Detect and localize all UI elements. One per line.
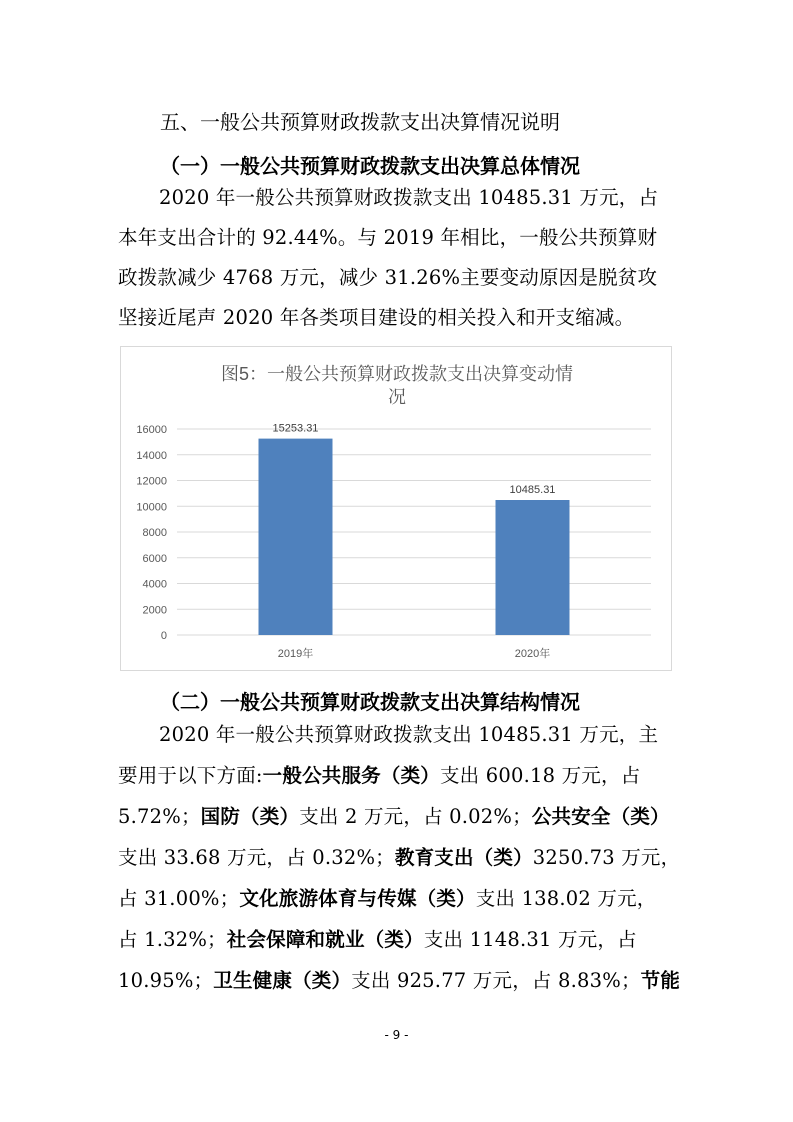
paragraph-line [118, 878, 674, 919]
y-tick-label: 12000 [136, 475, 167, 488]
x-tick-label: 2019年 [277, 648, 314, 660]
category-social-security-employment: 社会保障和就业（类） [226, 928, 424, 951]
data-label: 15253.31 [272, 422, 319, 435]
text: 3250.73 万元， [532, 846, 681, 869]
section-title: 五、一般公共预算财政拨款支出决算情况说明 [160, 110, 560, 134]
paragraph-structure [118, 714, 681, 1001]
category-culture-tourism-sports-media: 文化旅游体育与传媒（类） [239, 887, 476, 910]
text: 支出 1148.31 万元，占 [423, 928, 637, 951]
x-tick-label: 2020年 [514, 648, 551, 660]
chart-canvas [121, 347, 671, 670]
subsection-title-overall: （一）一般公共预算财政拨款支出决算总体情况 [160, 154, 580, 178]
text: 占 31.00%； [118, 887, 240, 910]
paragraph-line [118, 714, 674, 755]
category-defense: 国防（类） [200, 805, 300, 828]
data-label: 10485.31 [509, 484, 556, 497]
text: 5.72%； [118, 805, 201, 828]
subsection-title-structure: （二）一般公共预算财政拨款支出决算结构情况 [160, 690, 580, 714]
page-number: - 9 - [384, 1028, 409, 1042]
text: 10.95%； [118, 969, 214, 992]
category-public-security: 公共安全（类） [531, 805, 670, 828]
text: 支出 2 万元，占 0.02%； [299, 805, 532, 828]
paragraph-line [118, 837, 681, 878]
text: 支出 600.18 万元，占 [439, 764, 641, 787]
paragraph-line [118, 960, 681, 1001]
y-tick-label: 0 [160, 630, 167, 642]
paragraph-line: 本年支出合计的 92.44%。与 2019 年相比，一般公共预算财 [118, 226, 658, 249]
paragraph-line [118, 178, 674, 218]
y-tick-label: 6000 [142, 552, 167, 565]
category-general-public-services: 一般公共服务（类） [262, 764, 440, 787]
category-energy-saving: 节能 [640, 969, 681, 992]
y-tick-label: 4000 [142, 578, 167, 591]
text: 支出 925.77 万元，占 8.83%； [351, 969, 641, 992]
paragraph-line: 政拨款减少 4768 万元，减少 31.26%主要变动原因是脱贫攻 [118, 266, 658, 289]
bar-chart [120, 346, 672, 671]
y-tick-label: 14000 [136, 449, 167, 462]
bar-2019年 [259, 439, 333, 635]
paragraph-line [118, 919, 674, 960]
text: 占 1.32%； [118, 928, 227, 951]
y-tick-label: 10000 [136, 501, 167, 514]
y-tick-label: 2000 [142, 604, 167, 617]
text: 要用于以下方面: [118, 764, 263, 787]
paragraph-line: 坚接近尾声 2020 年各类项目建设的相关投入和开支缩减。 [118, 306, 635, 329]
text: 支出 33.68 万元，占 0.32%； [118, 846, 395, 869]
category-education: 教育支出（类） [394, 846, 533, 869]
chart-title-line-2: 况 [388, 387, 406, 407]
text: 2020 年一般公共预算财政拨款支出 10485.31 万元，占 [159, 186, 659, 209]
bar-2020年 [496, 500, 570, 635]
chart-title-line-1: 图5：一般公共预算财政拨款支出决算变动情 [220, 364, 574, 384]
paragraph-line [118, 755, 674, 796]
paragraph-line [118, 796, 674, 837]
category-health: 卫生健康（类） [213, 969, 352, 992]
y-tick-label: 8000 [142, 527, 167, 539]
y-tick-label: 16000 [136, 424, 167, 436]
paragraph-overall [118, 178, 674, 338]
text: 2020 年一般公共预算财政拨款支出 10485.31 万元，主 [159, 723, 659, 746]
text: 支出 138.02 万元， [475, 887, 657, 910]
